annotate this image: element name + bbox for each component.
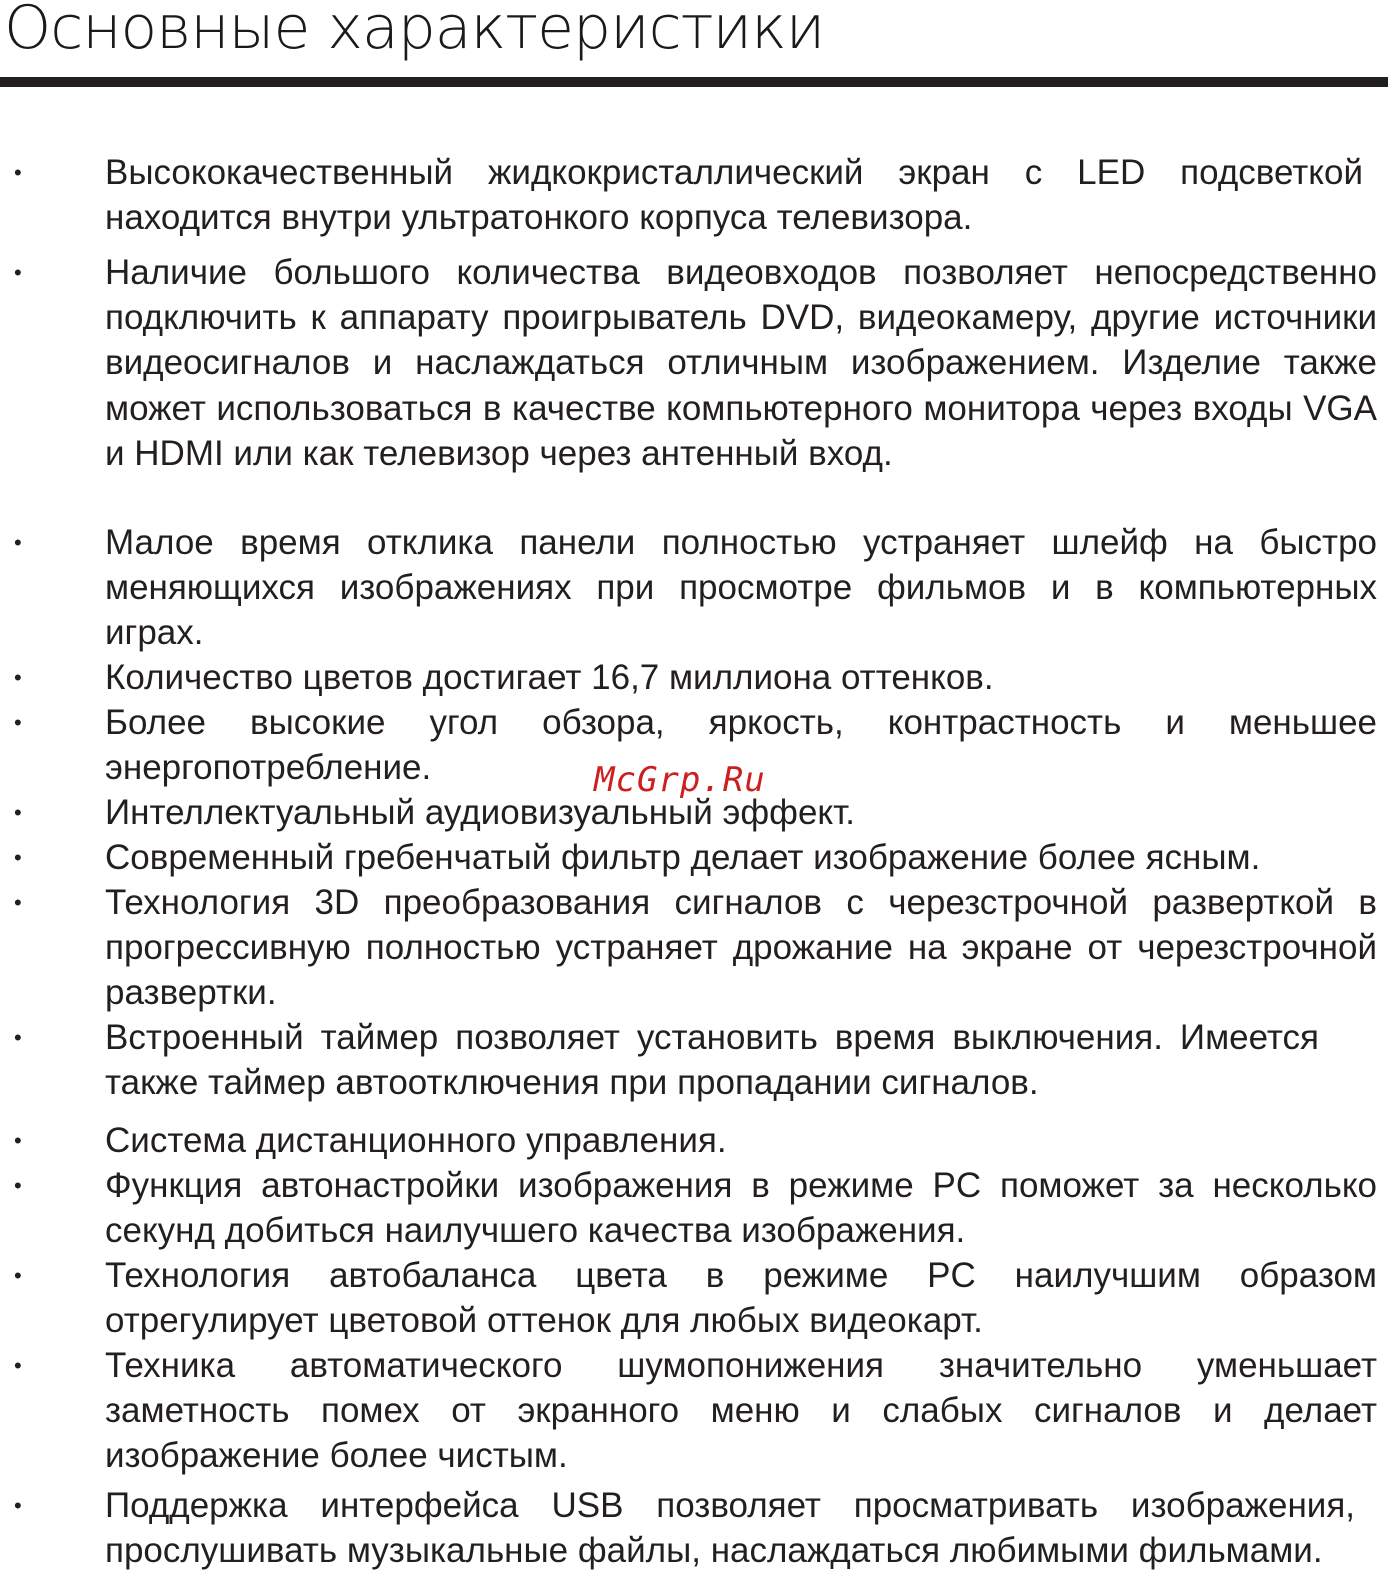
bullet-icon: • (14, 845, 22, 870)
list-item-text: Технология 3D преобразования сигналов с черезстрочной разверткой в прогрессивную полностью устраняет дрожание на экране от черезстрочной развертки. (105, 883, 1377, 1013)
bullet-icon: • (14, 890, 22, 915)
list-item-text: Наличие большого количества видеовходов позволяет непосредственно подключить к аппарату проигрыватель DVD, видеокамеру, другие источники видеосигналов и наслаждаться отличным изображением. Изделие также может использоваться в качестве компьютерного монитора через входы VGA и HDMI или как телевизор через антенный вход. (105, 253, 1377, 473)
list-item-text: Интеллектуальный аудиовизуальный эффект. (105, 793, 855, 832)
bullet-icon: • (14, 710, 22, 735)
bullet-icon: • (14, 800, 22, 825)
bullet-icon: • (14, 1173, 22, 1198)
page-title: Основные характеристики (4, 0, 825, 63)
bullet-icon: • (14, 1263, 22, 1288)
bullet-icon: • (14, 1128, 22, 1153)
list-item-text: Современный гребенчатый фильтр делает изображение более ясным. (105, 838, 1261, 877)
list-item-text: Встроенный таймер позволяет установить время выключения. Имеется также таймер автоотключения при пропадании сигналов. (105, 1018, 1319, 1103)
list-item-text: Количество цветов достигает 16,7 миллиона оттенков. (105, 658, 994, 697)
bullet-icon: • (14, 1353, 22, 1378)
list-item-text: Более высокие угол обзора, яркость, контрастность и меньшее энергопотребление. (105, 703, 1377, 788)
list-item-text: Высококачественный жидкокристаллический экран с LED подсветкой находится внутри ультратонкого корпуса телевизора. (105, 153, 1363, 238)
bullet-icon: • (14, 530, 22, 555)
bullet-icon: • (14, 1493, 22, 1518)
list-item-text: Функция автонастройки изображения в режиме PC поможет за несколько секунд добиться наилучшего качества изображения. (105, 1166, 1377, 1251)
bullet-icon: • (14, 665, 22, 690)
list-item-text: Поддержка интерфейса USB позволяет просматривать изображения, прослушивать музыкальные файлы, наслаждаться любимыми фильмами. (105, 1486, 1355, 1571)
list-item-text: Малое время отклика панели полностью устраняет шлейф на быстро меняющихся изображениях при просмотре фильмов и в компьютерных играх. (105, 523, 1377, 653)
title-divider (0, 77, 1388, 87)
list-item-text: Технология автобаланса цвета в режиме PC наилучшим образом отрегулирует цветовой оттенок для любых видеокарт. (105, 1256, 1377, 1341)
list-item-text: Техника автоматического шумопонижения значительно уменьшает заметность помех от экранного меню и слабых сигналов и делает изображение более чистым. (105, 1346, 1377, 1476)
watermark: McGrp.Ru (594, 760, 766, 800)
bullet-icon: • (14, 260, 22, 285)
list-item-text: Система дистанционного управления. (105, 1121, 727, 1160)
bullet-icon: • (14, 1025, 22, 1050)
bullet-icon: • (14, 160, 22, 185)
